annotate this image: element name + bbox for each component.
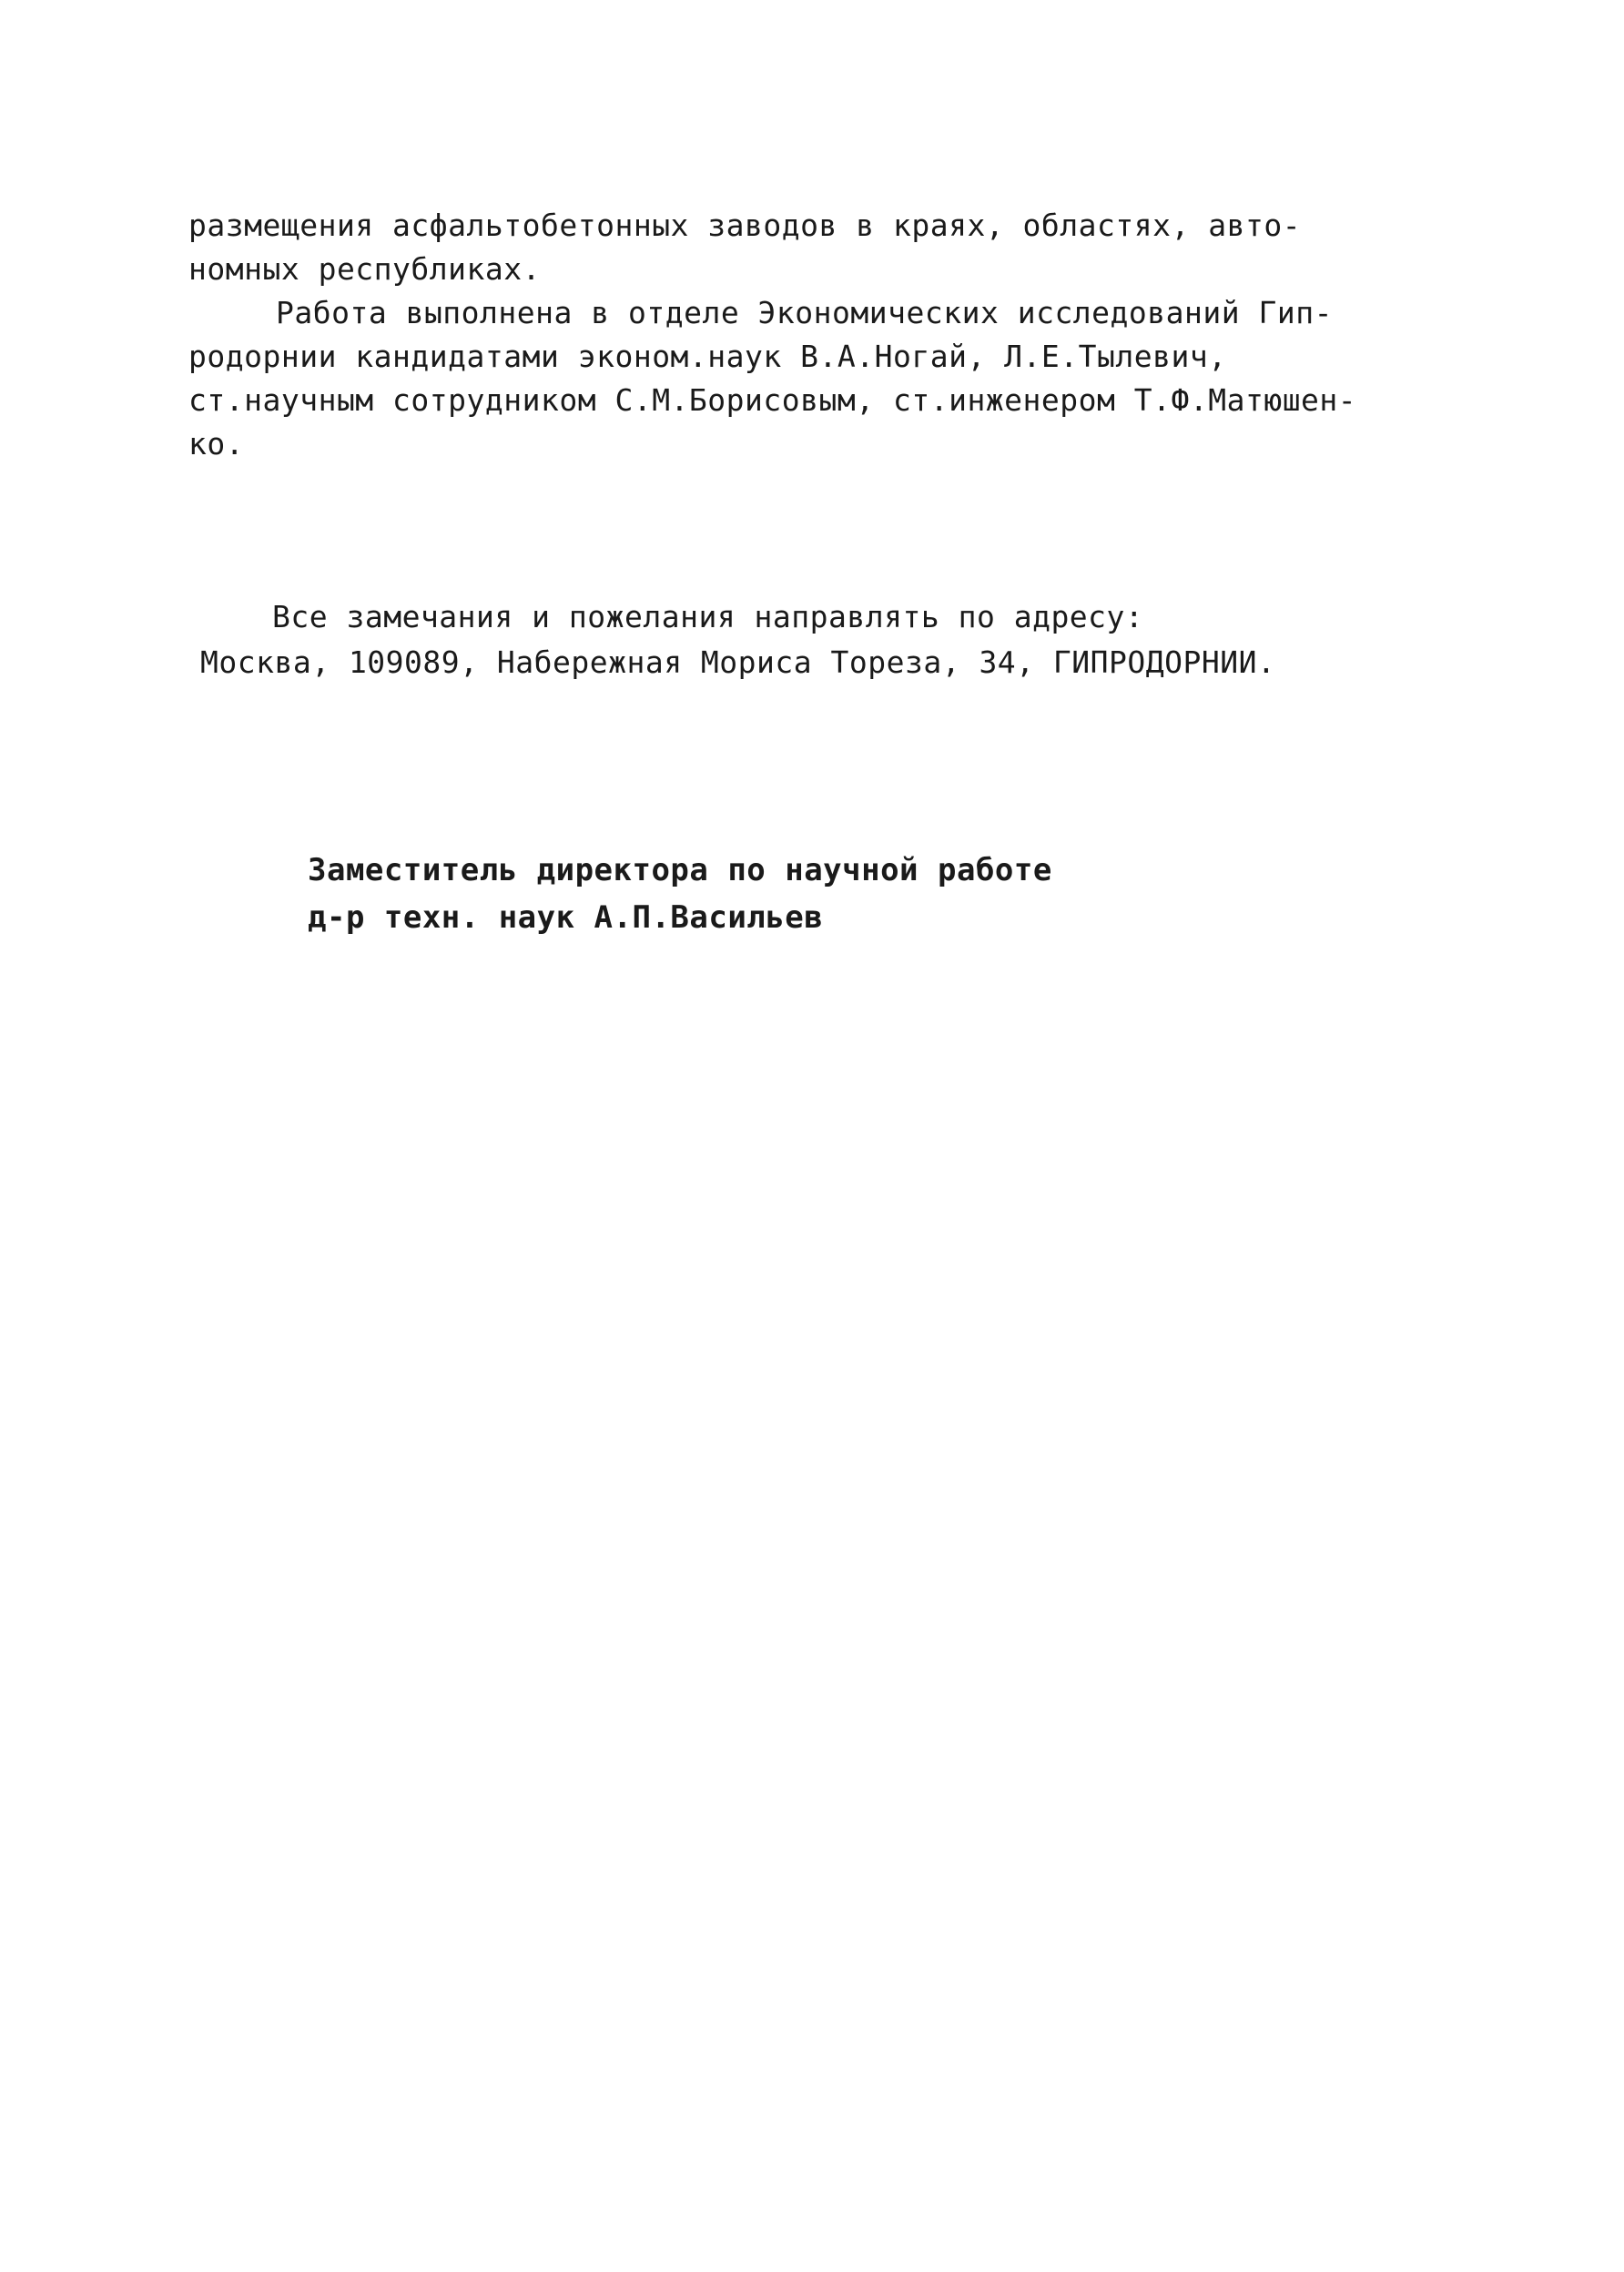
paragraph-2-line-3: ст.научным сотрудником С.М.Борисовым, ст.инженером Т.Ф.Матюшен- — [188, 382, 1357, 418]
address-line-1: Все замечания и пожелания направлять по адресу: — [272, 599, 1144, 634]
paragraph-2-line-2: родорнии кандидатами эконом.наук В.А.Ногай, Л.Е.Тылевич, — [188, 339, 1227, 374]
paragraph-2-line-4: ко. — [188, 426, 245, 462]
paragraph-2-line-1: Работа выполнена в отделе Экономических исследований Гип- — [276, 295, 1333, 330]
paragraph-1-line-1: размещения асфальтобетонных заводов в краях, областях, авто- — [188, 208, 1302, 243]
paragraph-1-line-2: номных республиках. — [188, 251, 541, 287]
signature-title: Заместитель директора по научной работе — [308, 852, 1052, 888]
address-line-2: Москва, 109089, Набережная Мориса Тореза, 34, ГИПРОДОРНИИ. — [200, 644, 1276, 680]
signature-name: д-р техн. наук А.П.Васильев — [308, 899, 824, 936]
